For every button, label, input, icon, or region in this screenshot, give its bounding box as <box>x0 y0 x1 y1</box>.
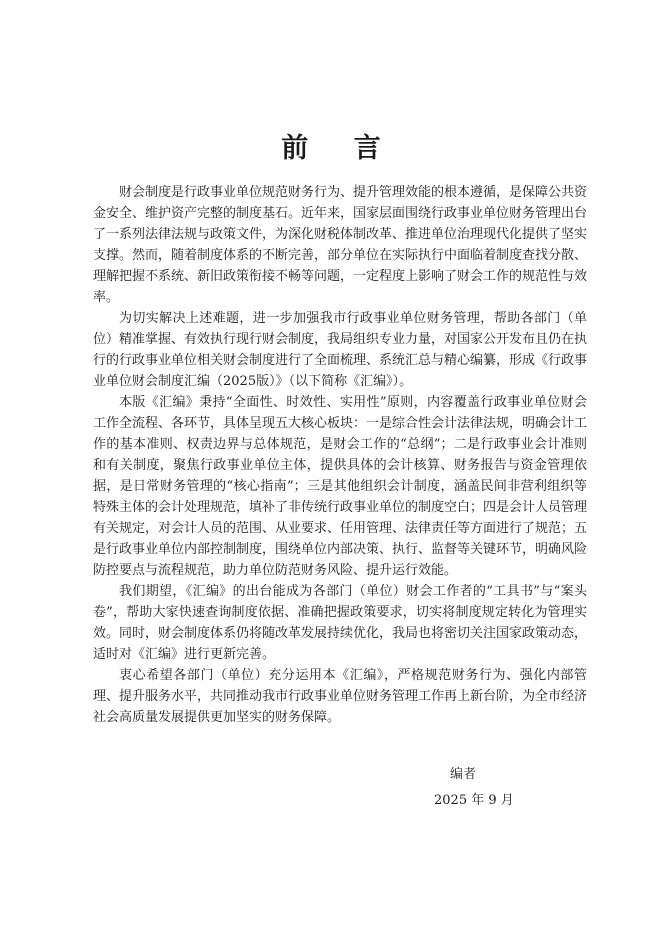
preface-body <box>93 182 587 728</box>
paragraph-5: 衷心希望各部门（单位）充分运用本《汇编》，严格规范财务行为、强化内部管理、提升服务水平，共同推动我市行政事业单位财务管理工作再上新台阶，为全市经济社会高质量发展提供更加坚实的财务保障。 <box>93 668 588 725</box>
signature-date: 2025 年 9 月 <box>434 793 514 808</box>
page-title: 前 言 <box>281 133 399 164</box>
paragraph-1: 财会制度是行政事业单位规范财务行为、提升管理效能的根本遵循，是保障公共资金安全、维护资产完整的制度基石。近年来，国家层面围绕行政事业单位财务管理出台了一系列法律法规与政策文件，为深化财税体制改革、推进单位治理现代化提供了坚实支撑。然而，随着制度体系的不断完善，部分单位在实际执行中面临着制度查找分散、理解把握不系统、新旧政策衔接不畅等问题，一定程度上影响了财会工作的规范性与效率。 <box>93 185 588 305</box>
signature-author: 编者 <box>450 767 477 782</box>
paragraph-2: 为切实解决上述难题，进一步加强我市行政事业单位财务管理，帮助各部门（单位）精准掌握、有效执行现行财会制度，我局组织专业力量，对国家公开发布且仍在执行的行政事业单位相关财会制度进行了全面梳理、系统汇总与精心编纂，形成《行政事业单位财会制度汇编（2025版）》（以下简称《汇编》）。 <box>93 311 588 389</box>
paragraph-3: 本版《汇编》秉持“全面性、时效性、实用性”原则，内容覆盖行政事业单位财会工作全流程、各环节，具体呈现五大核心板块：一是综合性会计法律法规，明确会计工作的基本准则、权责边界与总体规范，是财会工作的“总纲”；二是行政事业会计准则和有关制度，聚焦行政事业单位主体，提供具体的会计核算、财务报告与资金管理依据，是日常财务管理的“核心指南”；三是其他组织会计制度，涵盖民间非营利组织等特殊主体的会计处理规范，填补了非传统行政事业单位的制度空白；四是会计人员管理有关规定，对会计人员的范围、从业要求、任用管理、法律责任等方面进行了规范；五是行政事业单位内部控制制度，围绕单位内部决策、执行、监督等关键环节，明确风险防控要点与流程规范，助力单位防范财务风险、提升运行效能。 <box>93 395 588 578</box>
paragraph-4: 我们期望，《汇编》的出台能成为各部门（单位）财会工作者的“工具书”与“案头卷”，帮助大家快速查询制度依据、准确把握政策要求，切实将制度规定转化为管理实效。同时，财会制度体系仍将随改革发展持续优化，我局也将密切关注国家政策动态，适时对《汇编》进行更新完善。 <box>93 584 588 662</box>
